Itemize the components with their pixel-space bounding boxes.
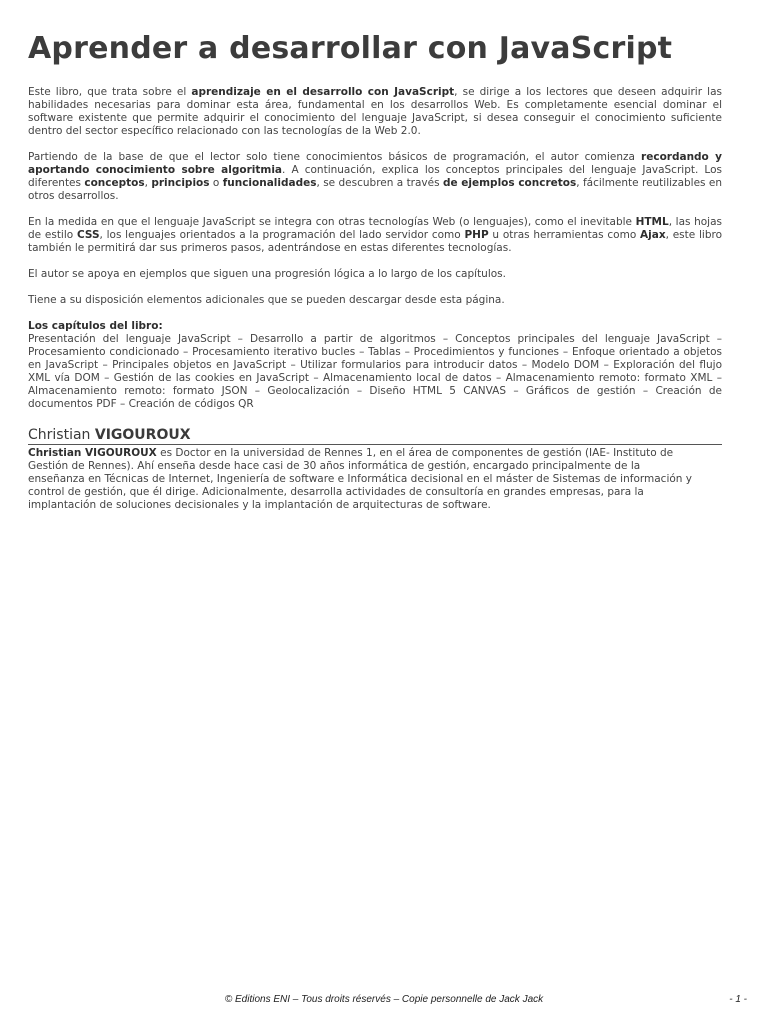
intro-text: o <box>209 177 223 189</box>
intro-text: u otras herramientas como <box>488 229 641 241</box>
author-section <box>28 427 722 512</box>
author-bio-text: es Doctor en la universidad de Rennes 1, en el área de componentes de gestión (IAE- Instituto de Gestión de Rennes). Ahí enseña desde hace casi de 30 años informática de gestión, encargado principalmente de la enseñanza en Técnicas de Internet, Ingeniería de software e Informática decisional en el máster de Sistemas de información y control de gestión, que él dirige. Adicionalmente, desarrolla actividades de consultoría en grandes empresas, para la implantación de soluciones decisionales y la implantación de arquitecturas de software. <box>28 447 692 511</box>
intro-emphasis: funcionalidades <box>222 177 317 189</box>
intro-text: , los lenguajes orientados a la programación del lado servidor como <box>99 229 465 241</box>
intro-text: , se descubren a través <box>316 177 443 189</box>
author-bio-name: Christian VIGOUROUX <box>28 447 157 459</box>
author-surname: VIGOUROUX <box>94 427 191 443</box>
intro-emphasis: de ejemplos concretos <box>442 177 577 189</box>
intro-paragraph-1 <box>28 86 722 138</box>
intro-text: , fácilmente reutilizables en otros desarrollos. <box>28 177 722 202</box>
author-heading <box>28 427 722 445</box>
author-first-name: Christian <box>28 427 95 443</box>
intro-paragraph-4: El autor se apoya en ejemplos que siguen una progresión lógica a lo largo de los capítulos. <box>28 268 506 280</box>
chapters-section <box>28 320 722 411</box>
author-bio <box>28 447 698 512</box>
intro-emphasis: principios <box>151 177 210 189</box>
footer-page-number: - 1 - <box>729 994 747 1005</box>
intro-paragraph-3 <box>28 216 722 255</box>
intro-text: , <box>144 177 152 189</box>
intro-emphasis: CSS <box>76 229 100 241</box>
intro-text: . A continuación, explica los conceptos principales del lenguaje JavaScript. Los diferentes <box>28 164 722 189</box>
chapters-heading: Los capítulos del libro: <box>28 320 163 332</box>
page-title: Aprender a desarrollar con JavaScript <box>28 31 673 66</box>
page-footer <box>0 994 768 1008</box>
intro-emphasis: aprendizaje en el desarrollo con JavaScript <box>191 86 455 98</box>
intro-emphasis: recordando y aportando conocimiento sobre algoritmia <box>28 151 722 176</box>
intro-text: Partiendo de la base de que el lector solo tiene conocimientos básicos de programación, el autor comienza <box>28 151 642 163</box>
intro-paragraph-5: Tiene a su disposición elementos adicionales que se pueden descargar desde esta página. <box>28 294 505 306</box>
document-page <box>28 30 722 512</box>
intro-text: , las hojas de estilo <box>28 216 722 241</box>
intro-paragraph-2 <box>28 151 722 203</box>
intro-text: , se dirige a los lectores que deseen adquirir las habilidades necesarias para dominar esta área, fundamental en los desarrollos Web. Es completamente esencial dominar el software existente que permite adquirir el conocimiento del lenguaje JavaScript, si desea conseguir el conocimiento suficiente dentro del sector específico relacionado con las tecnologías de la Web 2.0. <box>28 86 722 137</box>
intro-text: , este libro también le permitirá dar sus primeros pasos, adentrándose en estas diferentes tecnologías. <box>28 229 723 254</box>
intro-emphasis: Ajax <box>640 229 666 241</box>
intro-emphasis: conceptos <box>84 177 145 189</box>
intro-emphasis: HTML <box>635 216 669 228</box>
footer-copyright: © Editions ENI – Tous droits réservés – Copie personnelle de Jack Jack <box>224 994 544 1005</box>
intro-text: En la medida en que el lenguaje JavaScript se integra con otras tecnologías Web (o lenguajes), como el inevitable <box>28 216 636 228</box>
chapters-list: Presentación del lenguaje JavaScript – Desarrollo a partir de algoritmos – Conceptos principales del lenguaje JavaScript – Procesamiento condicionado – Procesamiento iterativo bucles – Tablas – Procedimientos y funciones – Enfoque orientado a objetos en JavaScript – Principales objetos en JavaScript – Utilizar formularios para introducir datos – Modelo DOM – Exploración del flujo XML vía DOM – Gestión de las cookies en JavaScript – Almacenamiento local de datos – Almacenamiento remoto: formato XML – Almacenamiento remoto: formato JSON – Geolocalización – Diseño HTML 5 CANVAS – Gráficos de gestión – Creación de documentos PDF – Creación de códigos QR <box>28 333 722 410</box>
intro-emphasis: PHP <box>464 229 489 241</box>
intro-text: Este libro, que trata sobre el <box>28 86 192 98</box>
